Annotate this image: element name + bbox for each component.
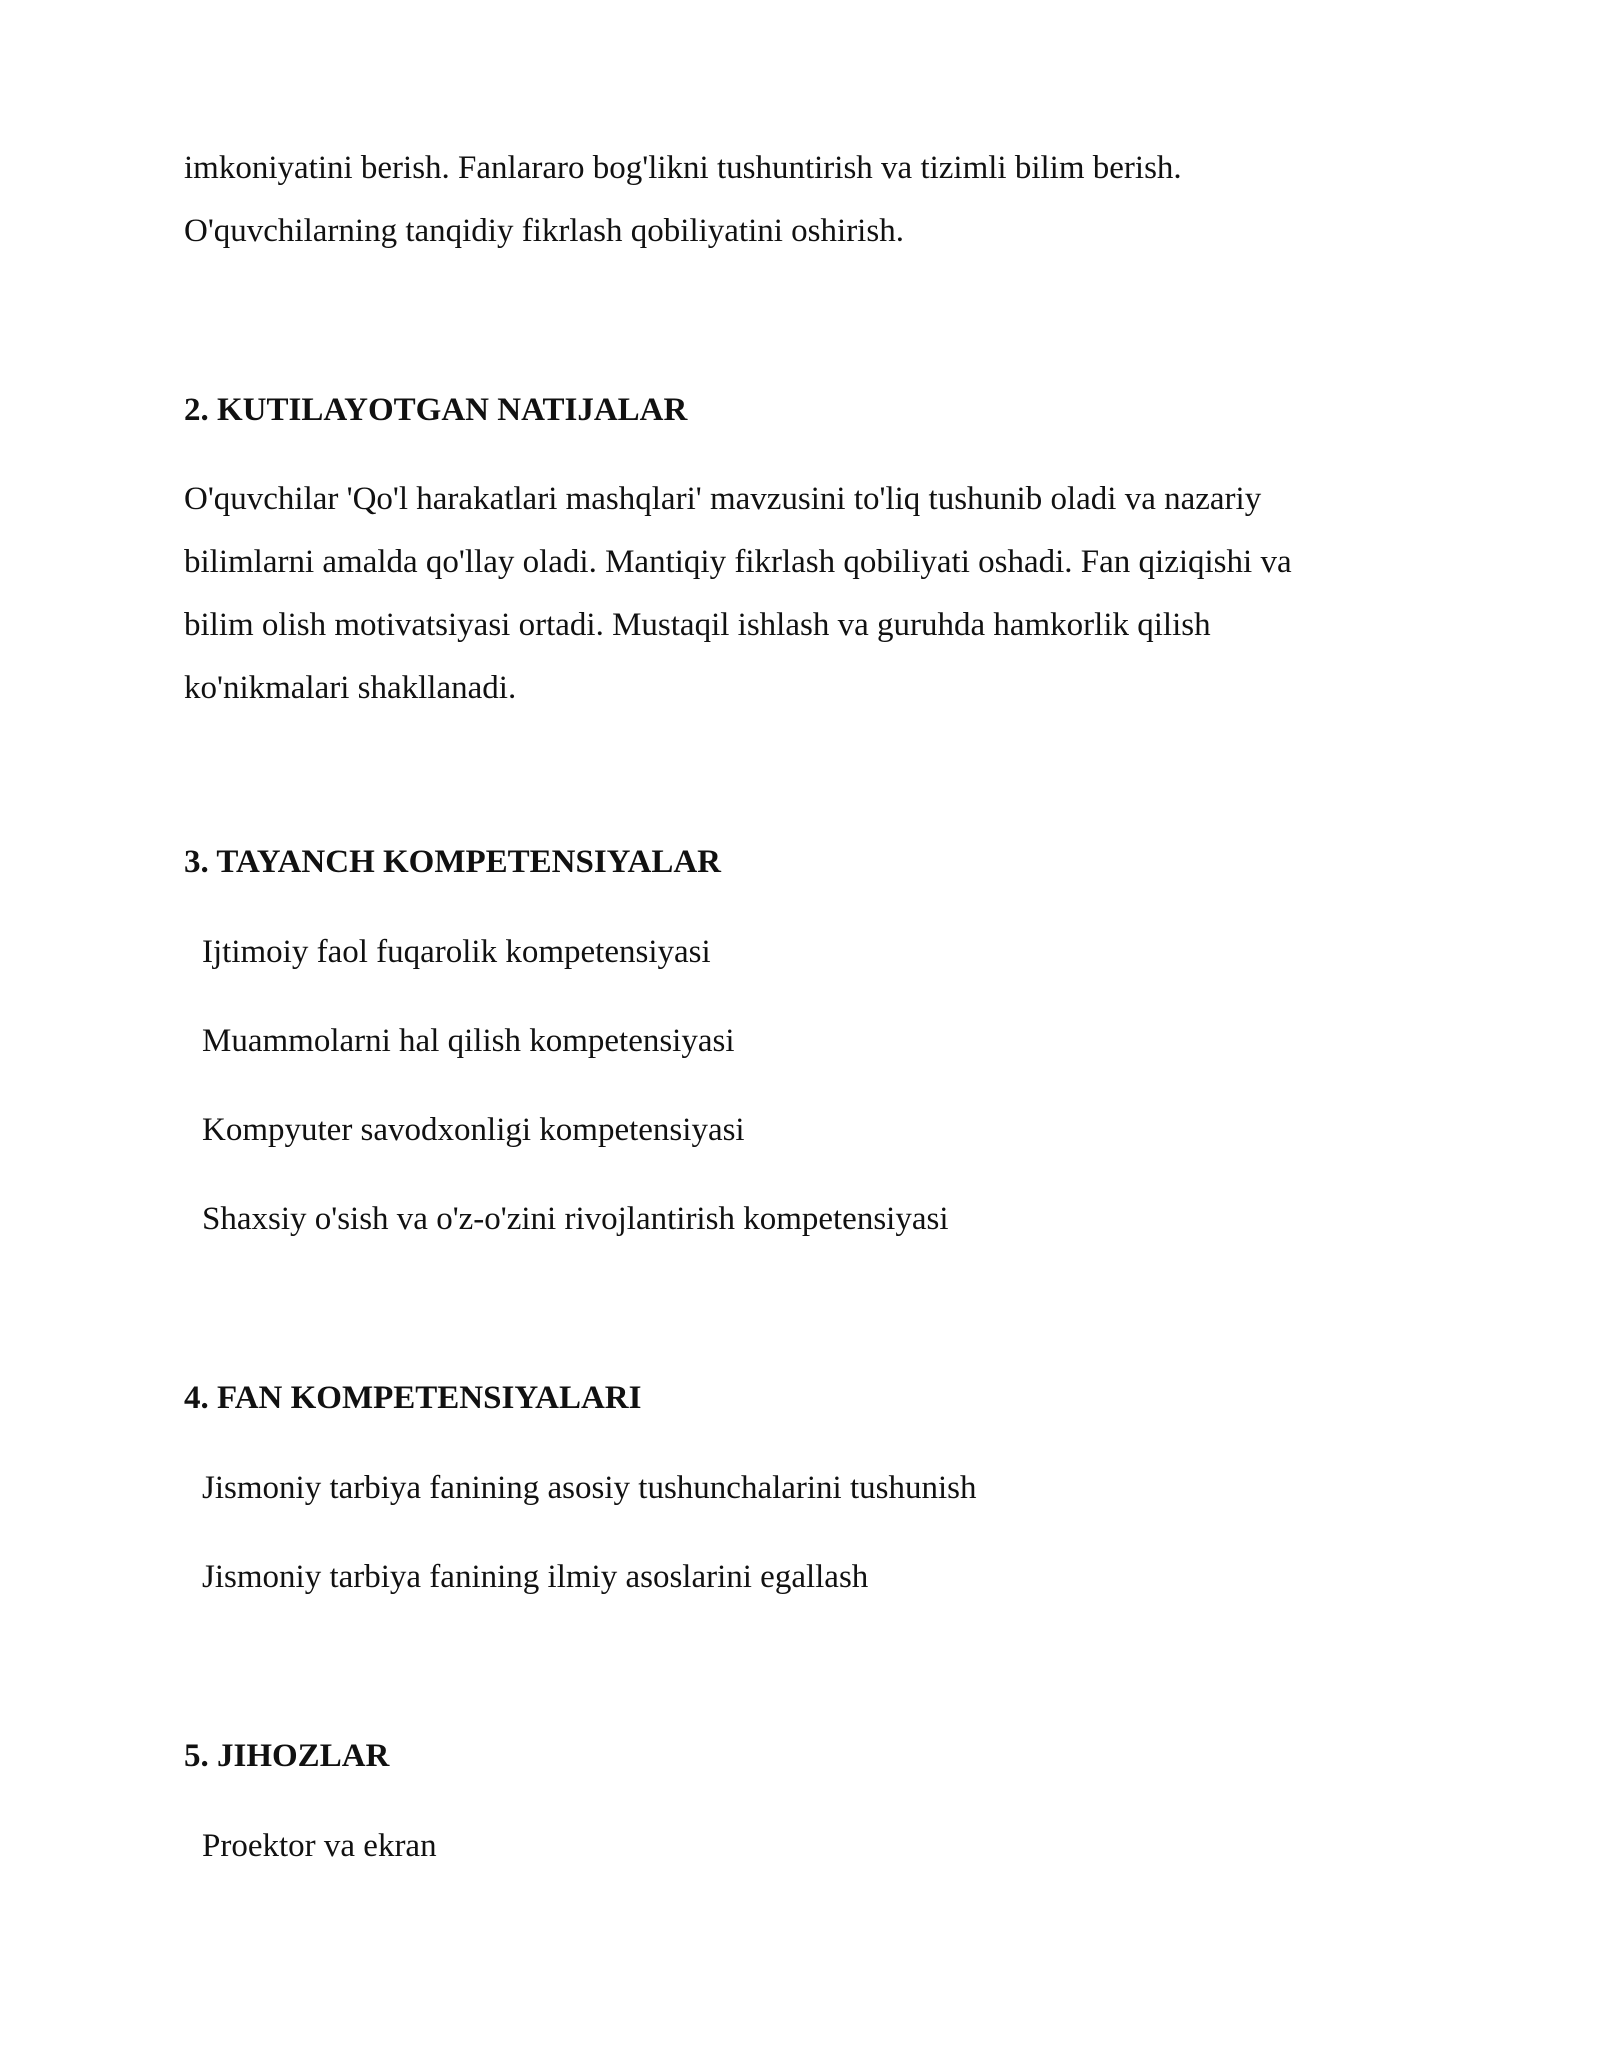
intro-line: O'quvchilarning tanqidiy fikrlash qobiliyatini oshirish. [184, 213, 904, 249]
subject-competency-item: Jismoniy tarbiya fanining asosiy tushunchalarini tushunish [202, 1470, 977, 1506]
competency-item: Shaxsiy o'sish va o'z-o'zini rivojlantirish kompetensiyasi [202, 1201, 949, 1237]
paragraph-line: bilim olish motivatsiyasi ortadi. Mustaqil ishlash va guruhda hamkorlik qilish [184, 607, 1211, 643]
section-3-heading: 3. TAYANCH KOMPETENSIYALAR [184, 844, 721, 880]
section-2-paragraph [184, 468, 1434, 720]
intro-line: imkoniyatini berish. Fanlararo bog'likni tushuntirish va tizimli bilim berish. [184, 150, 1182, 186]
paragraph-line: O'quvchilar 'Qo'l harakatlari mashqlari' mavzusini to'liq tushunib oladi va nazariy [184, 481, 1262, 517]
paragraph-line: ko'nikmalari shakllanadi. [184, 670, 517, 706]
competency-item: Kompyuter savodxonligi kompetensiyasi [202, 1112, 745, 1148]
section-5-heading: 5. JIHOZLAR [184, 1738, 390, 1774]
section-4-heading: 4. FAN KOMPETENSIYALARI [184, 1380, 642, 1416]
competency-item: Muammolarni hal qilish kompetensiyasi [202, 1023, 735, 1059]
intro-paragraph [184, 137, 1434, 263]
paragraph-line: bilimlarni amalda qo'llay oladi. Mantiqiy fikrlash qobiliyati oshadi. Fan qiziqishi va [184, 544, 1292, 580]
competency-item: Ijtimoiy faol fuqarolik kompetensiyasi [202, 934, 711, 970]
subject-competency-item: Jismoniy tarbiya fanining ilmiy asoslarini egallash [202, 1559, 869, 1595]
equipment-item: Proektor va ekran [202, 1828, 437, 1864]
section-2-heading: 2. KUTILAYOTGAN NATIJALAR [184, 392, 688, 428]
